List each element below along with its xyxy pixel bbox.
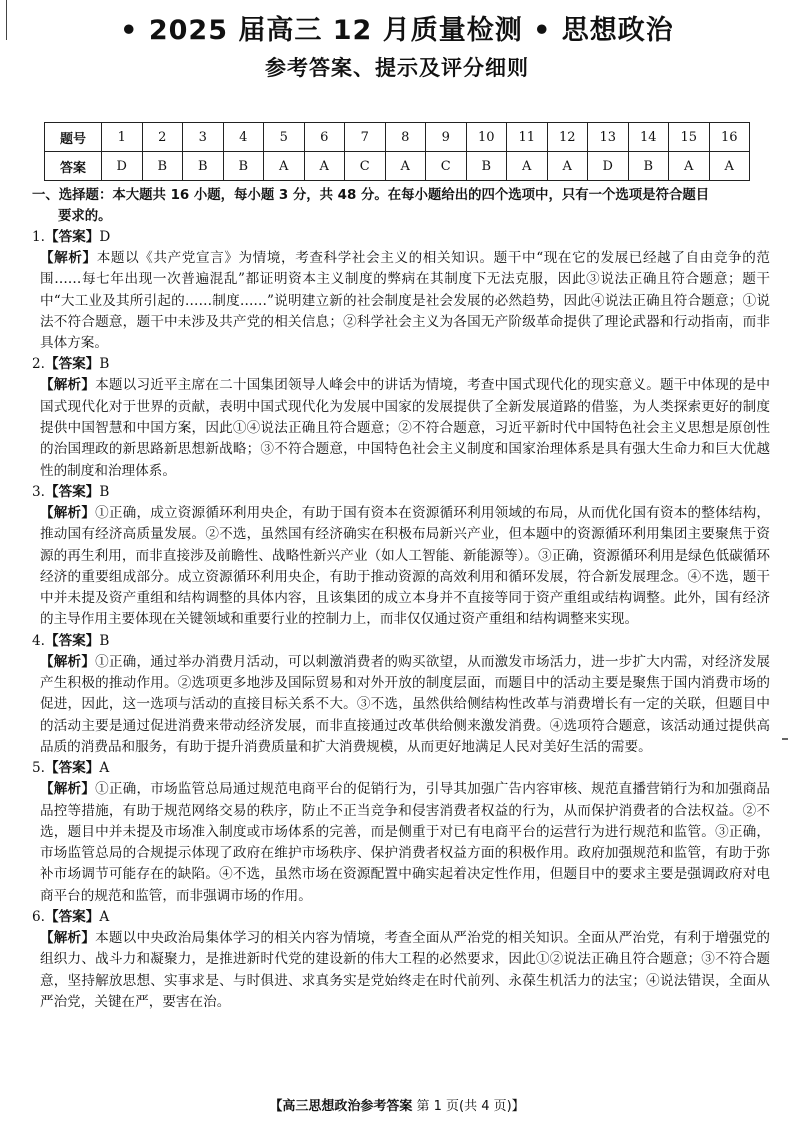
row-label-number: 题号: [45, 123, 102, 152]
answer-cell: D: [102, 152, 143, 181]
footer-label: 【高三思想政治参考答案: [269, 1099, 413, 1114]
explanation-tag: 【解析】: [40, 930, 96, 947]
answer-value: A: [99, 909, 110, 926]
number-cell: 10: [466, 123, 507, 152]
answer-line: [32, 758, 770, 779]
number-cell: 4: [223, 123, 264, 152]
answer-cell: B: [628, 152, 669, 181]
question-block: [32, 354, 770, 481]
answer-cell: A: [669, 152, 710, 181]
section-intro: [32, 186, 770, 227]
answer-line: [32, 482, 770, 503]
explanation-tag: 【解析】: [40, 653, 96, 670]
number-cell: 16: [709, 123, 750, 152]
question-block: [32, 631, 770, 758]
question-number: 4.: [32, 632, 45, 649]
number-cell: 13: [588, 123, 629, 152]
explanation: [32, 652, 770, 758]
number-cell: 9: [426, 123, 467, 152]
section-intro-line: 要求的。: [58, 208, 112, 224]
answer-cell: A: [264, 152, 305, 181]
page-title: • 2025 届高三 12 月质量检测 • 思想政治: [120, 15, 674, 46]
explanation: [32, 928, 770, 1013]
number-cell: 3: [183, 123, 224, 152]
page-footer: [0, 1095, 794, 1114]
question-block: [32, 482, 770, 631]
answer-line: [32, 631, 770, 652]
question-block: [32, 758, 770, 907]
question-number: 5.: [32, 760, 45, 777]
explanation-tag: 【解析】: [40, 250, 97, 266]
answer-tag: 【答案】: [44, 909, 100, 926]
answer-cell: A: [709, 152, 750, 181]
answer-value: B: [99, 483, 110, 500]
answer-line: [32, 354, 770, 375]
answer-cell: A: [304, 152, 345, 181]
content: [32, 186, 770, 1013]
edge-mark: [782, 738, 788, 740]
question-number: 6.: [32, 909, 45, 926]
footer-page-number: 第 1 页(共 4 页)】: [416, 1099, 525, 1114]
section-intro-line: 一、选择题：本大题共 16 小题，每小题 3 分，共 48 分。在每小题给出的四个选项中，只有一个选项是符合题目: [32, 188, 710, 203]
number-cell: 14: [628, 123, 669, 152]
explanation-text: 本题以习近平主席在二十国集团领导人峰会中的讲话为情境，考查中国式现代化的现实意义。题干中体现的是中国式现代化对于世界的贡献，表明中国式现代化为发展中国家的发展提供了全新发展道路的借鉴，为人类探索更好的制度提供中国智慧和中国方案，因此①④说法正确且符合题意；②不符合题意，习近平新时代中国特色社会主义思想是原创性的治国理政的新思路新思想新战略；③不符合题意，中国特色社会主义制度和国家治理体系是具有强大生命力和巨大优越性的制度和治理体系。: [40, 377, 770, 479]
explanation-text: 本题以中央政治局集体学习的相关内容为情境，考查全面从严治党的相关知识。全面从严治党，有利于增强党的组织力、战斗力和凝聚力，是推进新时代党的建设新的伟大工程的必然要求，因此①②说法正确且符合题意；③不符合题意，坚持解放思想、实事求是、与时俱进、求真务实是党始终走在时代前列、永葆生机活力的法宝；④说法错误，全面从严治党，关键在严，要害在治。: [40, 930, 770, 1010]
explanation: [32, 779, 770, 907]
question-block: [32, 227, 770, 354]
answer-tag: 【答案】: [44, 483, 100, 500]
answer-tag: 【答案】: [44, 356, 100, 373]
explanation-tag: 【解析】: [40, 377, 96, 394]
explanation: [32, 375, 770, 481]
number-cell: 11: [507, 123, 548, 152]
number-cell: 8: [385, 123, 426, 152]
question-number: 2.: [32, 356, 45, 373]
explanation-text: 本题以《共产党宣言》为情境，考查科学社会主义的相关知识。题干中“现在它的发展已经越了自由竞争的范围……每七年出现一次普遍混乱”都证明资本主义制度的弊病在其制度下无法克服，因此③说法正确且符合题意；题干中“大工业及其所引起的……制度……”说明建立新的社会制度是社会发展的必然趋势，因此④说法正确且符合题意；①说法不符合题意，题干中未涉及共产党的相关信息；②科学社会主义为各国无产阶级革命提供了理论武器和行动指南，而非具体方案。: [40, 250, 771, 352]
question-block: [32, 907, 770, 1013]
answer-cell: D: [588, 152, 629, 181]
answer-table: [44, 122, 750, 181]
number-cell: 1: [102, 123, 143, 152]
explanation-tag: 【解析】: [40, 781, 96, 798]
answer-line: [32, 227, 770, 248]
number-cell: 2: [142, 123, 183, 152]
question-number: 1.: [32, 229, 45, 245]
answer-value: D: [99, 229, 111, 245]
answer-value: B: [99, 356, 110, 373]
explanation: [32, 503, 770, 631]
answer-table-answer-row: [45, 152, 750, 181]
row-label-answer: 答案: [45, 152, 102, 181]
answer-tag: 【答案】: [44, 760, 100, 777]
explanation-text: ①正确，市场监管总局通过规范电商平台的促销行为，引导其加强广告内容审核、规范直播营销行为和加强商品品控等措施，有助于规范网络交易的秩序，防止不正当竞争和侵害消费者权益的行为，从而保护消费者的合法权益。②不选，题目中并未提及市场准入制度或市场体系的完善，而是侧重于对已有电商平台的运营行为进行规范和监管。③正确，市场监管总局的合规提示体现了政府在维护市场秩序、保护消费者权益方面的积极作用。政府加强规范和监管，有助于弥补市场调节可能存在的缺陷。④不选，虽然市场在资源配置中确实起着决定性作用，但题目中的要求主要是强调政府对电商平台的规范和监管，而非强调市场的作用。: [40, 781, 770, 904]
question-number: 3.: [32, 483, 45, 500]
explanation: [32, 248, 770, 354]
answer-cell: A: [507, 152, 548, 181]
answer-tag: 【答案】: [44, 632, 100, 649]
answer-line: [32, 907, 770, 928]
number-cell: 12: [547, 123, 588, 152]
number-cell: 15: [669, 123, 710, 152]
answer-cell: B: [142, 152, 183, 181]
answer-tag: 【答案】: [44, 229, 100, 245]
answer-cell: B: [466, 152, 507, 181]
number-cell: 6: [304, 123, 345, 152]
number-cell: 7: [345, 123, 386, 152]
answer-value: A: [99, 760, 110, 777]
page-subtitle: 参考答案、提示及评分细则: [265, 56, 529, 80]
answer-cell: B: [183, 152, 224, 181]
answer-cell: C: [345, 152, 386, 181]
answer-cell: A: [547, 152, 588, 181]
answer-table-number-row: [45, 123, 750, 152]
answer-cell: A: [385, 152, 426, 181]
answer-cell: B: [223, 152, 264, 181]
explanation-tag: 【解析】: [40, 504, 96, 521]
answer-cell: C: [426, 152, 467, 181]
explanation-text: ①正确，通过举办消费月活动，可以刺激消费者的购买欲望，从而激发市场活力，进一步扩大内需，对经济发展产生积极的推动作用。②选项更多地涉及国际贸易和对外开放的制度层面，而题目中的活动主要是聚焦于国内消费市场的促进，因此，这一选项与活动的直接目标关系不大。③不选，虽然供给侧结构性改革与消费增长有一定的关联，但题目中的活动主要是通过促进消费来带动经济发展，而非直接通过改革供给侧来激发消费。④选项符合题意，该活动通过提供高品质的消费品和服务，有助于提升消费质量和扩大消费规模，从而更好地满足人民对美好生活的需要。: [40, 653, 770, 755]
number-cell: 5: [264, 123, 305, 152]
explanation-text: ①正确，成立资源循环利用央企，有助于国有资本在资源循环利用领域的布局，从而优化国有资本的整体结构，推动国有经济高质量发展。②不选，虽然国有经济确实在积极布局新兴产业，但本题中的资源循环利用集团主要聚焦于资源的再生利用，而非直接涉及前瞻性、战略性新兴产业（如人工智能、新能源等）。③正确，资源循环利用是绿色低碳循环经济的重要组成部分。成立资源循环利用央企，有助于推动资源的高效利用和循环发展，符合新发展理念。④不选，题干中并未提及资产重组和结构调整的具体内容，且该集团的成立本身并不直接等同于资产重组或结构调整。此外，国有经济的主导作用主要体现在关键领域和重要行业的控制力上，而非仅仅通过资产重组和结构调整来实现。: [40, 504, 770, 628]
answer-value: B: [99, 632, 110, 649]
